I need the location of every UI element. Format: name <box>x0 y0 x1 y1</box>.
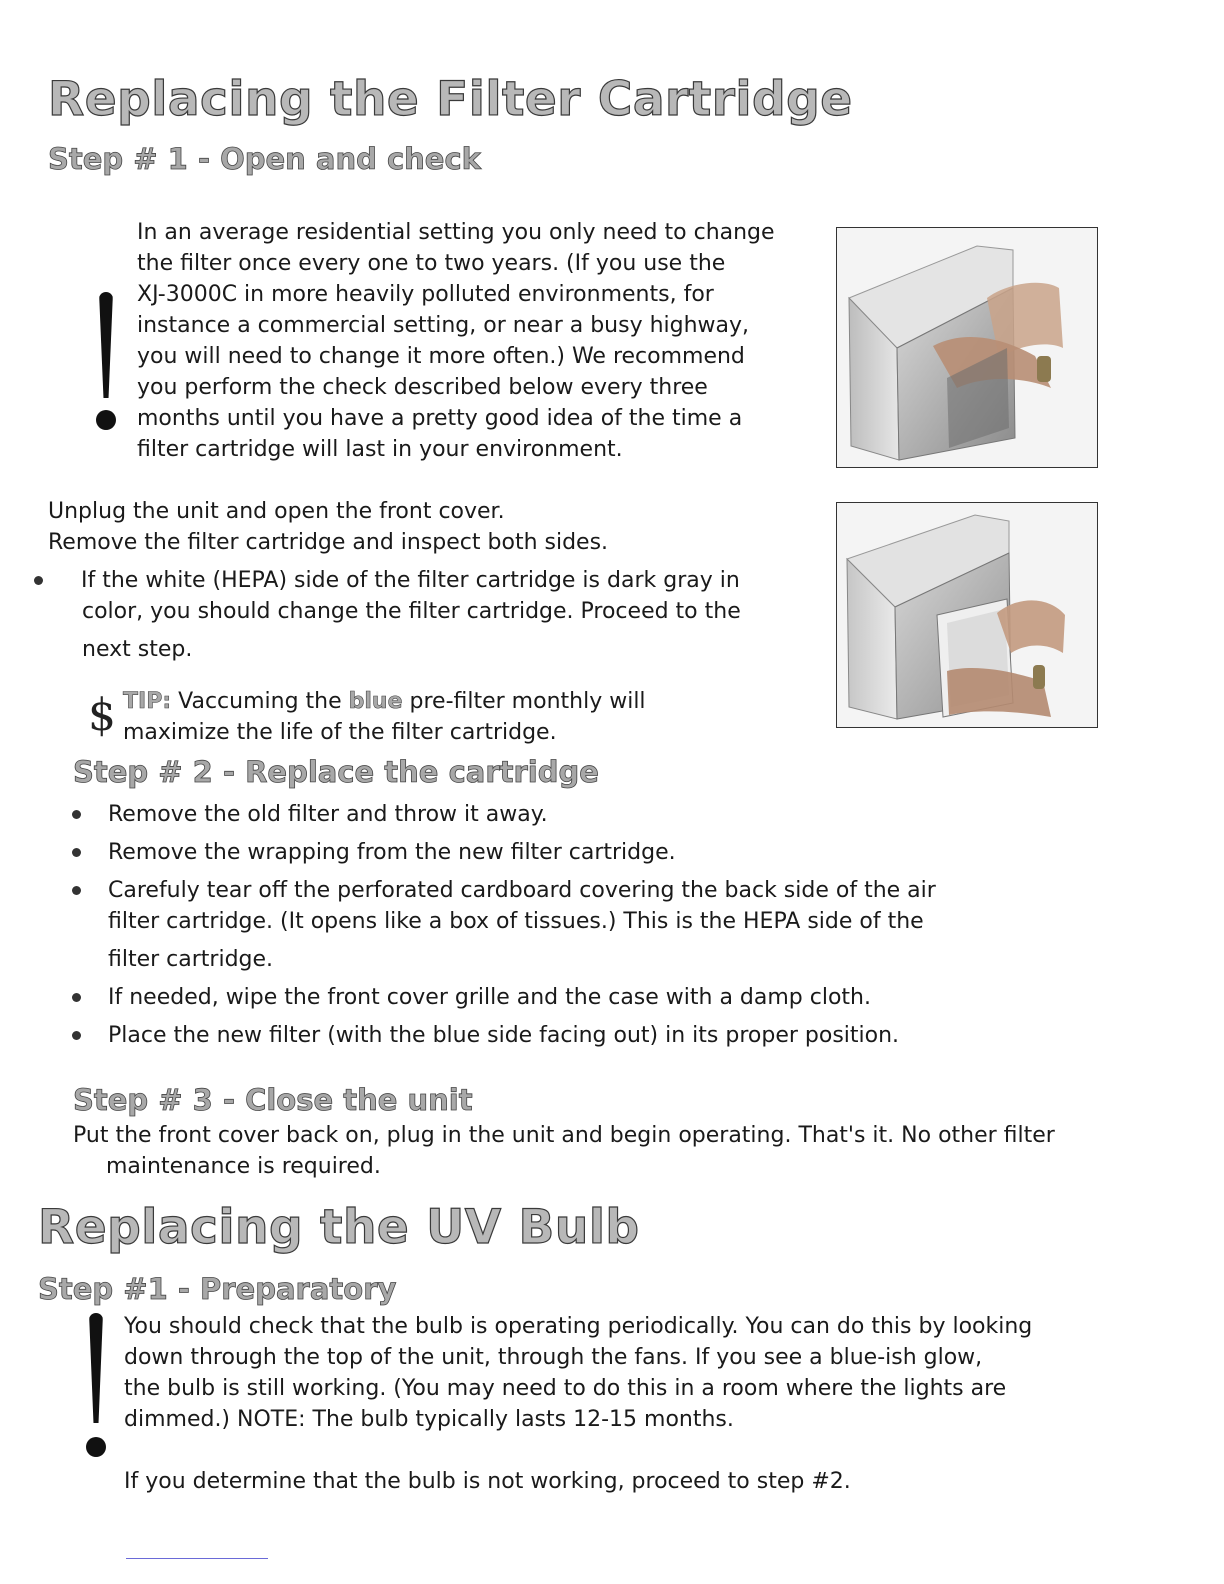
list-item <box>72 875 1112 975</box>
text-line: Put the front cover back on, plug in the unit and begin operating. That's it. No other filter <box>73 1123 1055 1148</box>
note-line: You should check that the bulb is operating periodically. You can do this by looking <box>124 1314 1033 1339</box>
note-line: the filter once every one to two years. (If you use the <box>137 251 726 276</box>
note-line: dimmed.) NOTE: The bulb typically lasts 12-15 months. <box>124 1407 734 1432</box>
list-item <box>72 982 1112 1013</box>
exclamation-icon <box>86 1313 108 1463</box>
text-line: maintenance is required. <box>106 1154 381 1179</box>
bullet-icon <box>72 886 81 895</box>
uv-followup: If you determine that the bulb is not working, proceed to step #2. <box>124 1469 851 1494</box>
bullet-icon <box>72 848 81 857</box>
tip-block <box>123 686 783 748</box>
step-2-title: Step # 2 - Replace the cartridge <box>73 755 599 789</box>
exclamation-icon <box>96 292 118 438</box>
instruction-line: Remove the filter cartridge and inspect both sides. <box>48 530 609 555</box>
step-1-instructions <box>48 496 808 558</box>
bullet-line: If the white (HEPA) side of the filter cartridge is dark gray in <box>81 568 740 593</box>
photo-open-cover <box>836 227 1098 468</box>
note-line: XJ-3000C in more heavily polluted environments, for <box>137 282 714 307</box>
note-line: you will need to change it more often.) We recommend <box>137 344 745 369</box>
step-1-bullet-list <box>34 565 814 665</box>
air-purifier-illustration <box>837 228 1096 466</box>
bullet-line: Remove the wrapping from the new filter cartridge. <box>108 840 676 865</box>
note-line: the bulb is still working. (You may need to do this in a room where the lights are <box>124 1376 1007 1401</box>
bullet-icon <box>72 810 81 819</box>
list-item <box>72 837 1112 868</box>
step-3-title: Step # 3 - Close the unit <box>73 1083 473 1117</box>
bullet-line: filter cartridge. (It opens like a box of tissues.) This is the HEPA side of the <box>108 909 924 934</box>
bullet-line: filter cartridge. <box>108 947 274 972</box>
bullet-icon <box>34 576 43 585</box>
footer-rule <box>126 1558 268 1559</box>
bullet-line: Remove the old filter and throw it away. <box>108 802 548 827</box>
note-line: In an average residential setting you only need to change <box>137 220 775 245</box>
list-item <box>34 565 814 665</box>
uv-step-1-title: Step #1 - Preparatory <box>38 1272 397 1306</box>
bullet-icon <box>72 993 81 1002</box>
tip-line-2: maximize the life of the filter cartridge. <box>123 720 557 745</box>
bullet-line: next step. <box>82 637 193 662</box>
bullet-line: Carefuly tear off the perforated cardboard covering the back side of the air <box>108 878 936 903</box>
list-item <box>72 799 1112 830</box>
filter-life-note <box>137 217 817 465</box>
bullet-icon <box>72 1031 81 1040</box>
bullet-line: color, you should change the filter cartridge. Proceed to the <box>82 599 741 624</box>
bullet-line: If needed, wipe the front cover grille and the case with a damp cloth. <box>108 985 871 1010</box>
tip-text: Vaccuming the <box>178 689 342 714</box>
step-2-bullet-list <box>72 799 1112 1051</box>
dollar-tip-icon: $ <box>88 690 116 741</box>
photo-remove-cartridge <box>836 502 1098 728</box>
list-item <box>72 1020 1112 1051</box>
section-title-filter: Replacing the Filter Cartridge <box>48 72 853 127</box>
section-title-uv-bulb: Replacing the UV Bulb <box>38 1200 640 1255</box>
note-line: you perform the check described below every three <box>137 375 708 400</box>
bullet-line: Place the new filter (with the blue side facing out) in its proper position. <box>108 1023 900 1048</box>
step-3-text <box>73 1120 1173 1182</box>
note-line: months until you have a pretty good idea of the time a <box>137 406 743 431</box>
note-line: down through the top of the unit, through the fans. If you see a blue-ish glow, <box>124 1345 983 1370</box>
tip-highlight: blue <box>348 689 403 714</box>
tip-label: TIP: <box>123 689 172 714</box>
note-line: instance a commercial setting, or near a busy highway, <box>137 313 750 338</box>
uv-bulb-note <box>124 1311 1184 1435</box>
step-1-title: Step # 1 - Open and check <box>48 142 481 176</box>
tip-text: pre-filter monthly will <box>409 689 646 714</box>
note-line: filter cartridge will last in your environment. <box>137 437 623 462</box>
instruction-line: Unplug the unit and open the front cover. <box>48 499 505 524</box>
filter-removal-illustration <box>837 503 1096 726</box>
